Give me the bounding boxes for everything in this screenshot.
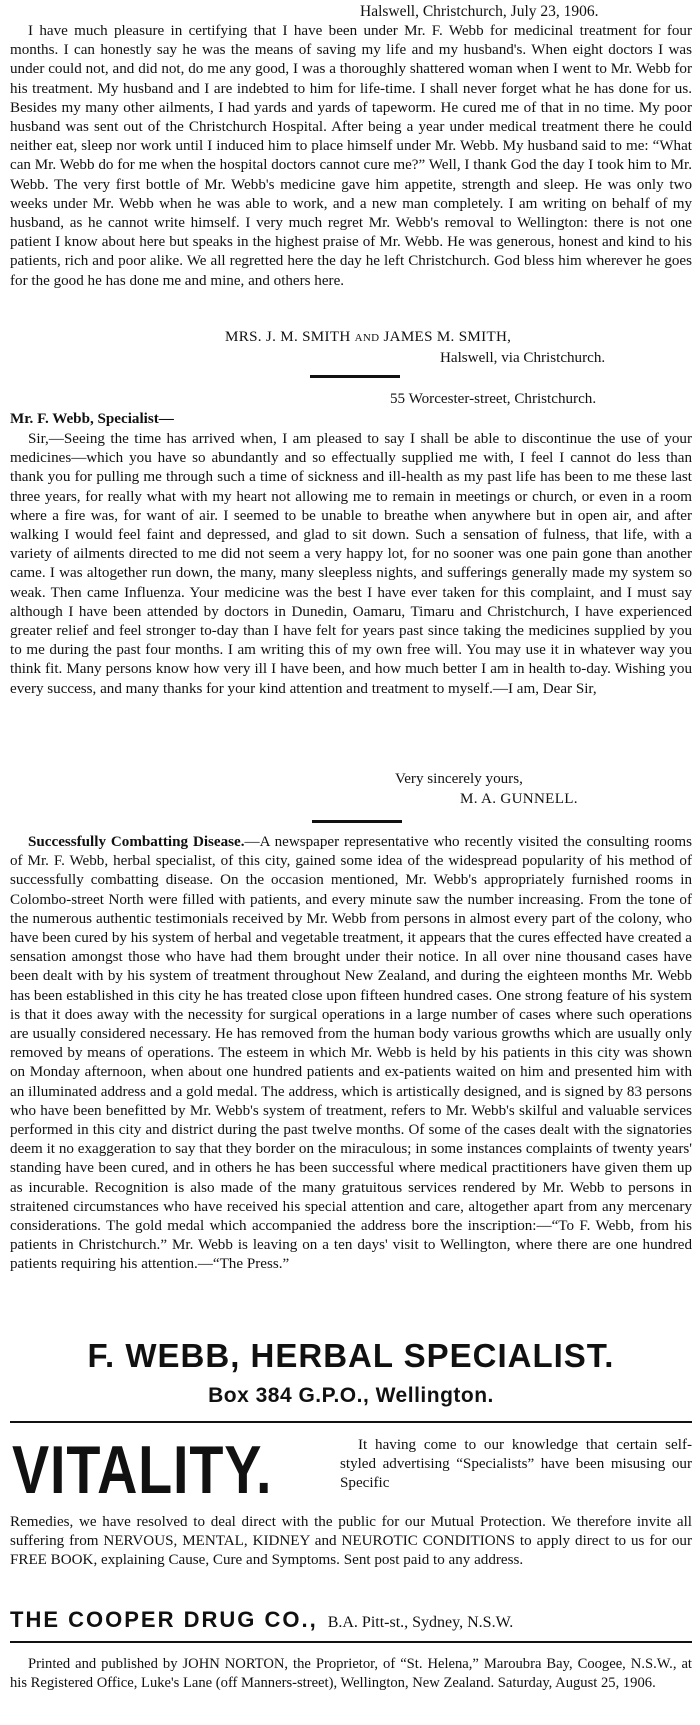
vitality-body: Remedies, we have resolved to deal direct with the public for our Mutual Protection. We therefore invite all suffering from NERVOUS, MENTAL, KIDNEY and NEUROTIC CONDITIONS to apply direct to us for our FREE BOOK, explaining Cause, Cure and Symptoms. Sent post paid to any address. <box>10 1514 692 1569</box>
article-text <box>10 833 692 1275</box>
article-heading: Successfully Combatting Disease. <box>28 834 245 850</box>
section-divider <box>312 820 402 823</box>
company-line <box>10 1607 692 1633</box>
printer-imprint: Printed and published by JOHN NORTON, the Proprietor, of “St. Helena,” Maroubra Bay, Coogee, N.S.W., at his Registered Office, Luke's Lane (off Manners-street), Wellington, New Zealand. Saturday, August 25, 1906. <box>10 1656 692 1692</box>
company-address: B.A. Pitt-st., Sydney, N.S.W. <box>327 1614 514 1631</box>
signature-place: Halswell, via Christchurch. <box>440 350 606 366</box>
letter-closing: Very sincerely yours, <box>395 771 523 787</box>
dateline: Halswell, Christchurch, July 23, 1906. <box>360 3 599 20</box>
imprint-divider <box>10 1641 692 1643</box>
article-body: —A newspaper representative who recently visited the consulting rooms of Mr. F. Webb, herbal specialist, of this city, gained some idea of the widespread popularity of his method of successfully combatting disease. On the occasion mentioned, Mr. Webb's appropriately furnished rooms in Colombo-street North were filled with patients, and every minute saw the number increasing. From the tone of the numerous authentic testimonials received by Mr. Webb from persons in almost every part of the colony, who have been cured by his system of herbal and vegetable treatment, it appears that the cures effected have created a sensation amongst those who have had them brought under their notice. In all over nine thousand cases have been dealt with by his system of treatment throughout New Zealand, and during the eighteen months Mr. Webb has been established in this city he has treated close upon fifteen hundred cases. One strong feature of his system is that it does away with the necessity for surgical operations in a large number of cases where such operations are usually considered necessary. He has removed from the human body various growths which are usually only removed by means of operations. The esteem in which Mr. Webb is held by his patients in this city was shown on Monday afternoon, when about one hundred patients and ex-patients waited on him and presented him with an illuminated address and a gold medal. The address, which is artistically designed, and is signed by 83 persons who have been benefitted by Mr. Webb's system of treatment, refers to Mr. Webb's skilful and valuable services performed in this city and district during the past twelve months. Of some of the cases dealt with the signatories deem it no exaggeration to say that they border on the miraculous; in some instances complaints of twenty years' standing have been cured, and in others he has been successful where medical practitioners have given them up as incurable. Recognition is also made of the many gratuitous services rendered by Mr. Webb to persons in straitened circumstances who have received his special attention and care, altogether apart from any mercenary considerations. The gold medal which accompanied the address bore the inscription:—“To F. Webb, from his patients in Christchurch.” Mr. Webb is leaving on a ten days' visit to Wellington, where there are one hundred patients requiring his attention.—“The Press.” <box>10 834 692 1273</box>
vitality-body-top: It having come to our knowledge that certain self-styled advertising “Specialists” have been misusing our Specific <box>340 1437 692 1492</box>
advert-subtitle: Box 384 G.P.O., Wellington. <box>208 1384 494 1407</box>
vitality-headline: VITALITY. <box>12 1432 273 1508</box>
letter-address: 55 Worcester-street, Christchurch. <box>390 391 597 407</box>
advert-divider <box>10 1421 692 1423</box>
advert-title: F. WEBB, HERBAL SPECIALIST. <box>87 1337 615 1374</box>
letter-salutation: Mr. F. Webb, Specialist— <box>10 411 174 427</box>
letter-signature: M. A. GUNNELL. <box>460 791 578 807</box>
company-name: THE COOPER DRUG CO., <box>10 1607 318 1632</box>
testimonial-body: I have much pleasure in certifying that I have been under Mr. F. Webb for medicinal treatment for four months. I can honestly say he was the means of saving my life and my husband's. When eight doctors I was under could not, and did not, do me any good, I was a thoroughly shattered woman when I went to Mr. Webb for his treatment. My husband and I are indebted to him for life-time. I shall never forget what he has done for us. Besides my many other ailments, I had yards and yards of tapeworm. He cured me of that in no time. My poor husband was sent out of the Christchurch Hospital. After being a year under medical treatment there he could neither eat, sleep nor work until I induced him to place himself under Mr. Webb. My husband said to me: “What can Mr. Webb do for me when the hospital doctors cannot cure me?” Well, I thank God the day I took him to Mr. Webb. The very first bottle of Mr. Webb's medicine gave him appetite, strength and sleep. He was only two weeks under Mr. Webb when he was able to work, and a new man completely. I am writing on behalf of my husband, as he cannot write himself. I very much regret Mr. Webb's removal to Wellington: there is not one patient I know about here but speaks in the highest praise of Mr. Webb. He was generous, honest and kind to his patients, rich and poor alike. We all regretted here the day he left Christchurch. God bless him wherever he goes for the good he has done me and mine, and others here. <box>10 23 692 289</box>
letter-body: Sir,—Seeing the time has arrived when, I am pleased to say I shall be able to discontinue the use of your medicines—which you have so abundantly and so effectually supplied me with, I feel I cannot do less than thank you for pulling me through such a time of sickness and ill-health as my past life has been to me these last three years, for really what with my heart not allowing me to remain in meetings or church, or even in a room where a fire was, for want of air. I seemed to be unable to breathe when anywhere but in open air, and after walking I would feel faint and depressed, and glad to sit down. Such a sensation of fulness, that life, with a variety of ailments directed to me did not seem a very happy lot, for no sooner was one pain gone than another came. I was altogether run down, the many, many sleepless nights, and sufferings generally made my system so weak. Then came Influenza. Your medicine was the best I have ever taken for this complaint, and I must say although I have been attended by doctors in Dunedin, Oamaru, Timaru and Christchurch, I have experienced greater relief and feel stronger to-day than I have felt for years past since taking the medicines supplied by you to me during the past four months. I am writing this of my own free will. You may use it in whatever way you think fit. Many persons know how very ill I have been, and how much better I am in health to-day. Wishing you every success, and many thanks for your kind attention and treatment to myself.—I am, Dear Sir, <box>10 431 692 697</box>
testimonial-signature: MRS. J. M. SMITH and JAMES M. SMITH, <box>225 329 512 345</box>
section-divider <box>310 375 400 378</box>
